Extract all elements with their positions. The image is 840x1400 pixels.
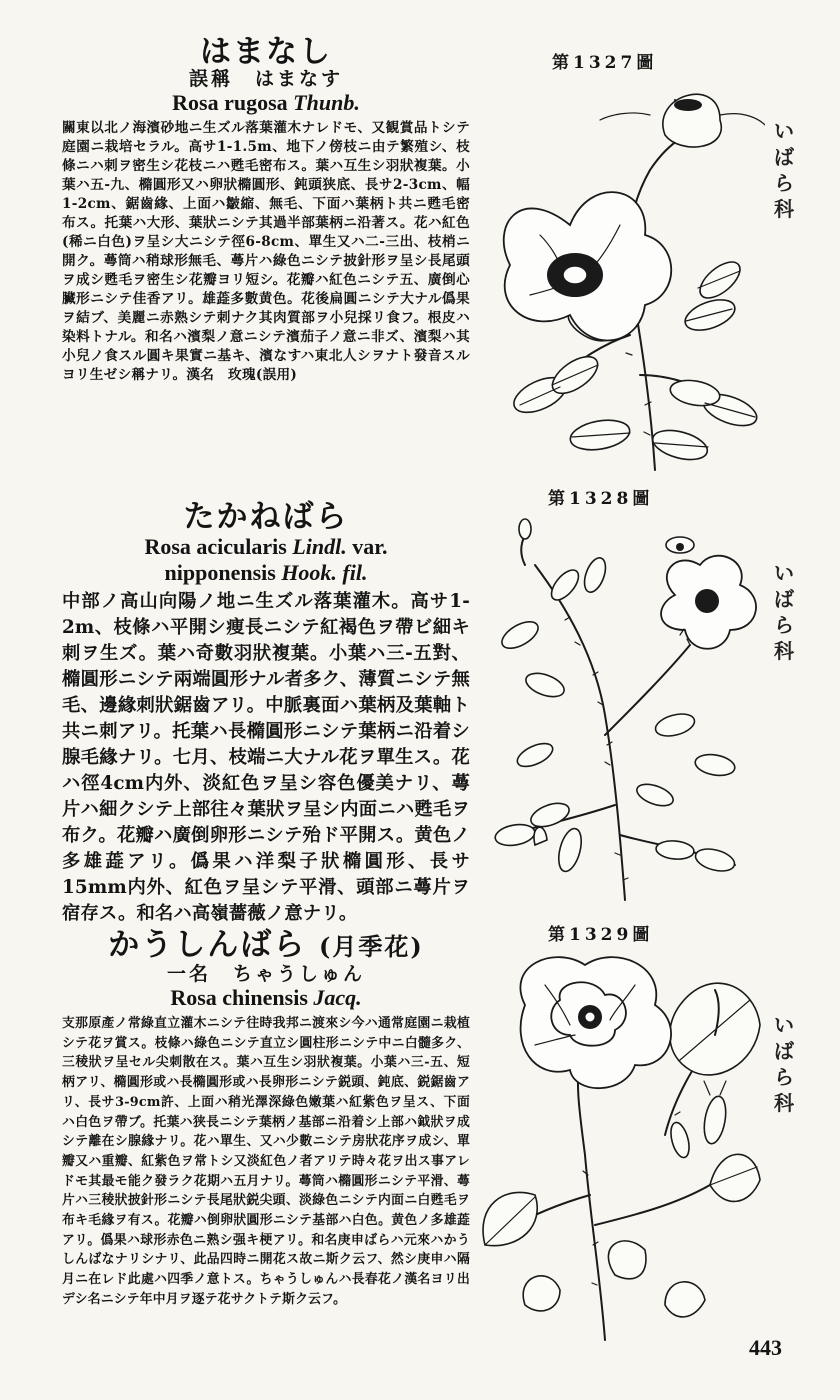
entry-description: 中部ノ高山向陽ノ地ニ生ズル落葉灌木。高サ1-2m、枝條ハ平開シ痩長ニシテ紅褐色ヲ帶ビ細キ刺ヲ生ズ。葉ハ奇數羽狀複葉。小葉ハ三-五對、橢圓形ニシテ兩端圓形ナル者多ク、薄質ニシテ無毛、邊緣刺狀鋸齒アリ。中脈裏面ハ葉柄及葉軸ト共ニ刺アリ。托葉ハ長橢圓形ニシテ葉柄ニ沿着シ腺毛緣ナリ。七月、枝端ニ大ナル花ヲ單生ス。花ハ徑4cm内外、淡紅色ヲ呈シ容色優美ナリ、蕚片ハ細クシテ上部往々葉狀ヲ呈シ内面ニハ甦毛ヲ布ク。花瓣ハ廣倒卵形ニシテ殆ド平開ス。黄色ノ多雄蕋アリ。僞果ハ洋梨子狀橢圓形、長サ15mm内外、紅色ヲ呈シテ平滑、頭部ニ蕚片ヲ宿存ス。和名ハ高嶺薔薇ノ意ナリ。 <box>62 591 470 924</box>
scientific-name <box>62 534 470 560</box>
rosa-acicularis-illustration <box>475 505 775 905</box>
figure-number: 第1327圖 <box>552 53 658 73</box>
entry-title-main: かうしんばら <box>108 927 307 963</box>
entry-title <box>62 928 470 964</box>
genus-species: Rosa rugosa <box>172 90 288 115</box>
page-number: 443 <box>749 1335 782 1360</box>
entry-title-kanji: (月季花) <box>319 932 424 961</box>
family-label <box>772 118 796 222</box>
family-label <box>772 1012 796 1116</box>
scientific-name <box>62 90 470 116</box>
family-label <box>772 560 796 664</box>
author-citation: Jacq. <box>313 985 362 1010</box>
entry-description: 關東以北ノ海濱砂地ニ生ズル落葉灌木ナレドモ、又観賞品トシテ庭園ニ栽培セラル。高サ1-1.5m、地下ノ傍枝ニ由テ繁殖シ、枝條ニハ刺ヲ密生シ花枝ニハ甦毛密布ス。葉ハ互生シ羽狀複葉。小葉ハ五-九、橢圓形又ハ卵狀橢圓形、鈍頭狭底、長サ2-3cm、幅1-2cm、鋸齒緣、上面ハ皺縮、無毛、下面ハ葉柄ト共ニ甦毛密布ス。托葉ハ大形、葉狀ニシテ其過半部葉柄ニ沿著ス。花ハ紅色(稀ニ白色)ヲ呈シ大ニシテ徑6-8cm、單生又ハ二-三出、枝梢ニ開ク。蕚筒ハ稍球形無毛、蕚片ハ綠色ニシテ披針形ヲ呈シ長尾頭ヲ成シ甦毛ヲ密生シ花瓣ヨリ短シ。花瓣ハ紅色ニシテ五、廣倒心臟形ニシテ佳香アリ。雄蕋多數黄色。花後扁圓ニシテ大ナル僞果ヲ結ブ、美麗ニ赤熟シテ刺ナク其肉質部ヲ小兒採リ食フ。根皮ハ染料トナル。和名ハ濱梨ノ意ニシテ濱茄子ノ意ニ非ズ、濱梨ハ其小兒ノ食スル圓キ果實ニ基キ、濱なすハ東北人シヲナト發音スルヨリ生ゼシ稱ナリ。漢名 玫瑰(誤用) <box>62 120 470 383</box>
scientific-name-line2 <box>62 560 470 586</box>
entry-koushinbara <box>62 928 470 1310</box>
family-text: いばら科 <box>774 119 794 221</box>
variety-author: Hook. fil. <box>281 560 368 585</box>
family-text: いばら科 <box>774 561 794 663</box>
entry-title: はまなし <box>200 34 332 70</box>
scientific-name <box>62 985 470 1011</box>
author-citation: Thunb. <box>293 90 360 115</box>
figure-number: 第1328圖 <box>548 489 654 509</box>
genus-species: Rosa chinensis <box>170 985 308 1010</box>
rosa-rugosa-illustration <box>480 75 765 475</box>
entry-alt-name: 一名 ちゃうしゅん <box>166 963 365 985</box>
rosa-chinensis-illustration <box>465 945 765 1345</box>
entry-takanebara <box>62 500 470 927</box>
variety-marker: var. <box>352 534 388 559</box>
entry-title: たかねばら <box>183 499 349 535</box>
entry-alt-name: 誤稱 はまなす <box>188 68 343 90</box>
figure-number: 第1329圖 <box>548 925 654 945</box>
entry-description: 支那原產ノ常綠直立灌木ニシテ往時我邦ニ渡來シ今ハ通常庭園ニ栽植シテ花ヲ賞ス。枝條ハ綠色ニシテ直立シ圓柱形ニシテ中ニ白髓多ク、三稜狀ヲ呈セル尖刺散在ス。葉ハ互生シ羽狀複葉。小葉ハ三-五、短柄アリ、橢圓形或ハ長橢圓形或ハ長卵形ニシテ鋭頭、鈍底、鋭鋸齒アリ、長サ3-9cm許、上面ハ稍光澤深綠色嫩葉ハ紅紫色ヲ呈ス、下面ハ白色ヲ帶ブ。托葉ハ狭長ニシテ葉柄ノ基部ニ沿着シ上部ハ鉞狀ヲ成シテ離在シ腺緣ナリ。花ハ單生、又ハ少數ニシテ房狀花序ヲ成シ、單瓣又ハ重瓣、紅紫色ヲ常トシ又淡紅色ノ者アリテ時々花ヲ出ス事アレドモ其最モ能ク發ラク花期ハ五月ナリ。蕚筒ハ橢圓形ニシテ平滑、蕚片ハ三稜狀披針形ニシテ長尾狀鋭尖頭、淡綠色ニシテ内面ニ白甦毛ヲ布キ毛緣ヲ有ス。花瓣ハ倒卵狀圓形ニシテ基部ハ白色。黄色ノ多雄蕋アリ。僞果ハ球形赤色ニ熟シ强キ梗アリ。和名庚申ばらハ元來ハかうしんばなナリシナリ、此品四時ニ開花ス故ニ斯ク云フ、然シ庚申ハ隔月ニ在レド此處ハ四季ノ意トス。ちゃうしゅんハ長春花ノ漢名ヨリ出デシ名ニシテ年中月ヲ逐テ花サクトテ斯ク云フ。 <box>62 1016 470 1307</box>
family-text: いばら科 <box>774 1013 794 1115</box>
genus-species: Rosa acicularis <box>144 534 287 559</box>
variety-name: nipponensis <box>164 560 276 585</box>
author-citation: Lindl. <box>292 534 347 559</box>
entry-hamanashi <box>62 35 470 385</box>
